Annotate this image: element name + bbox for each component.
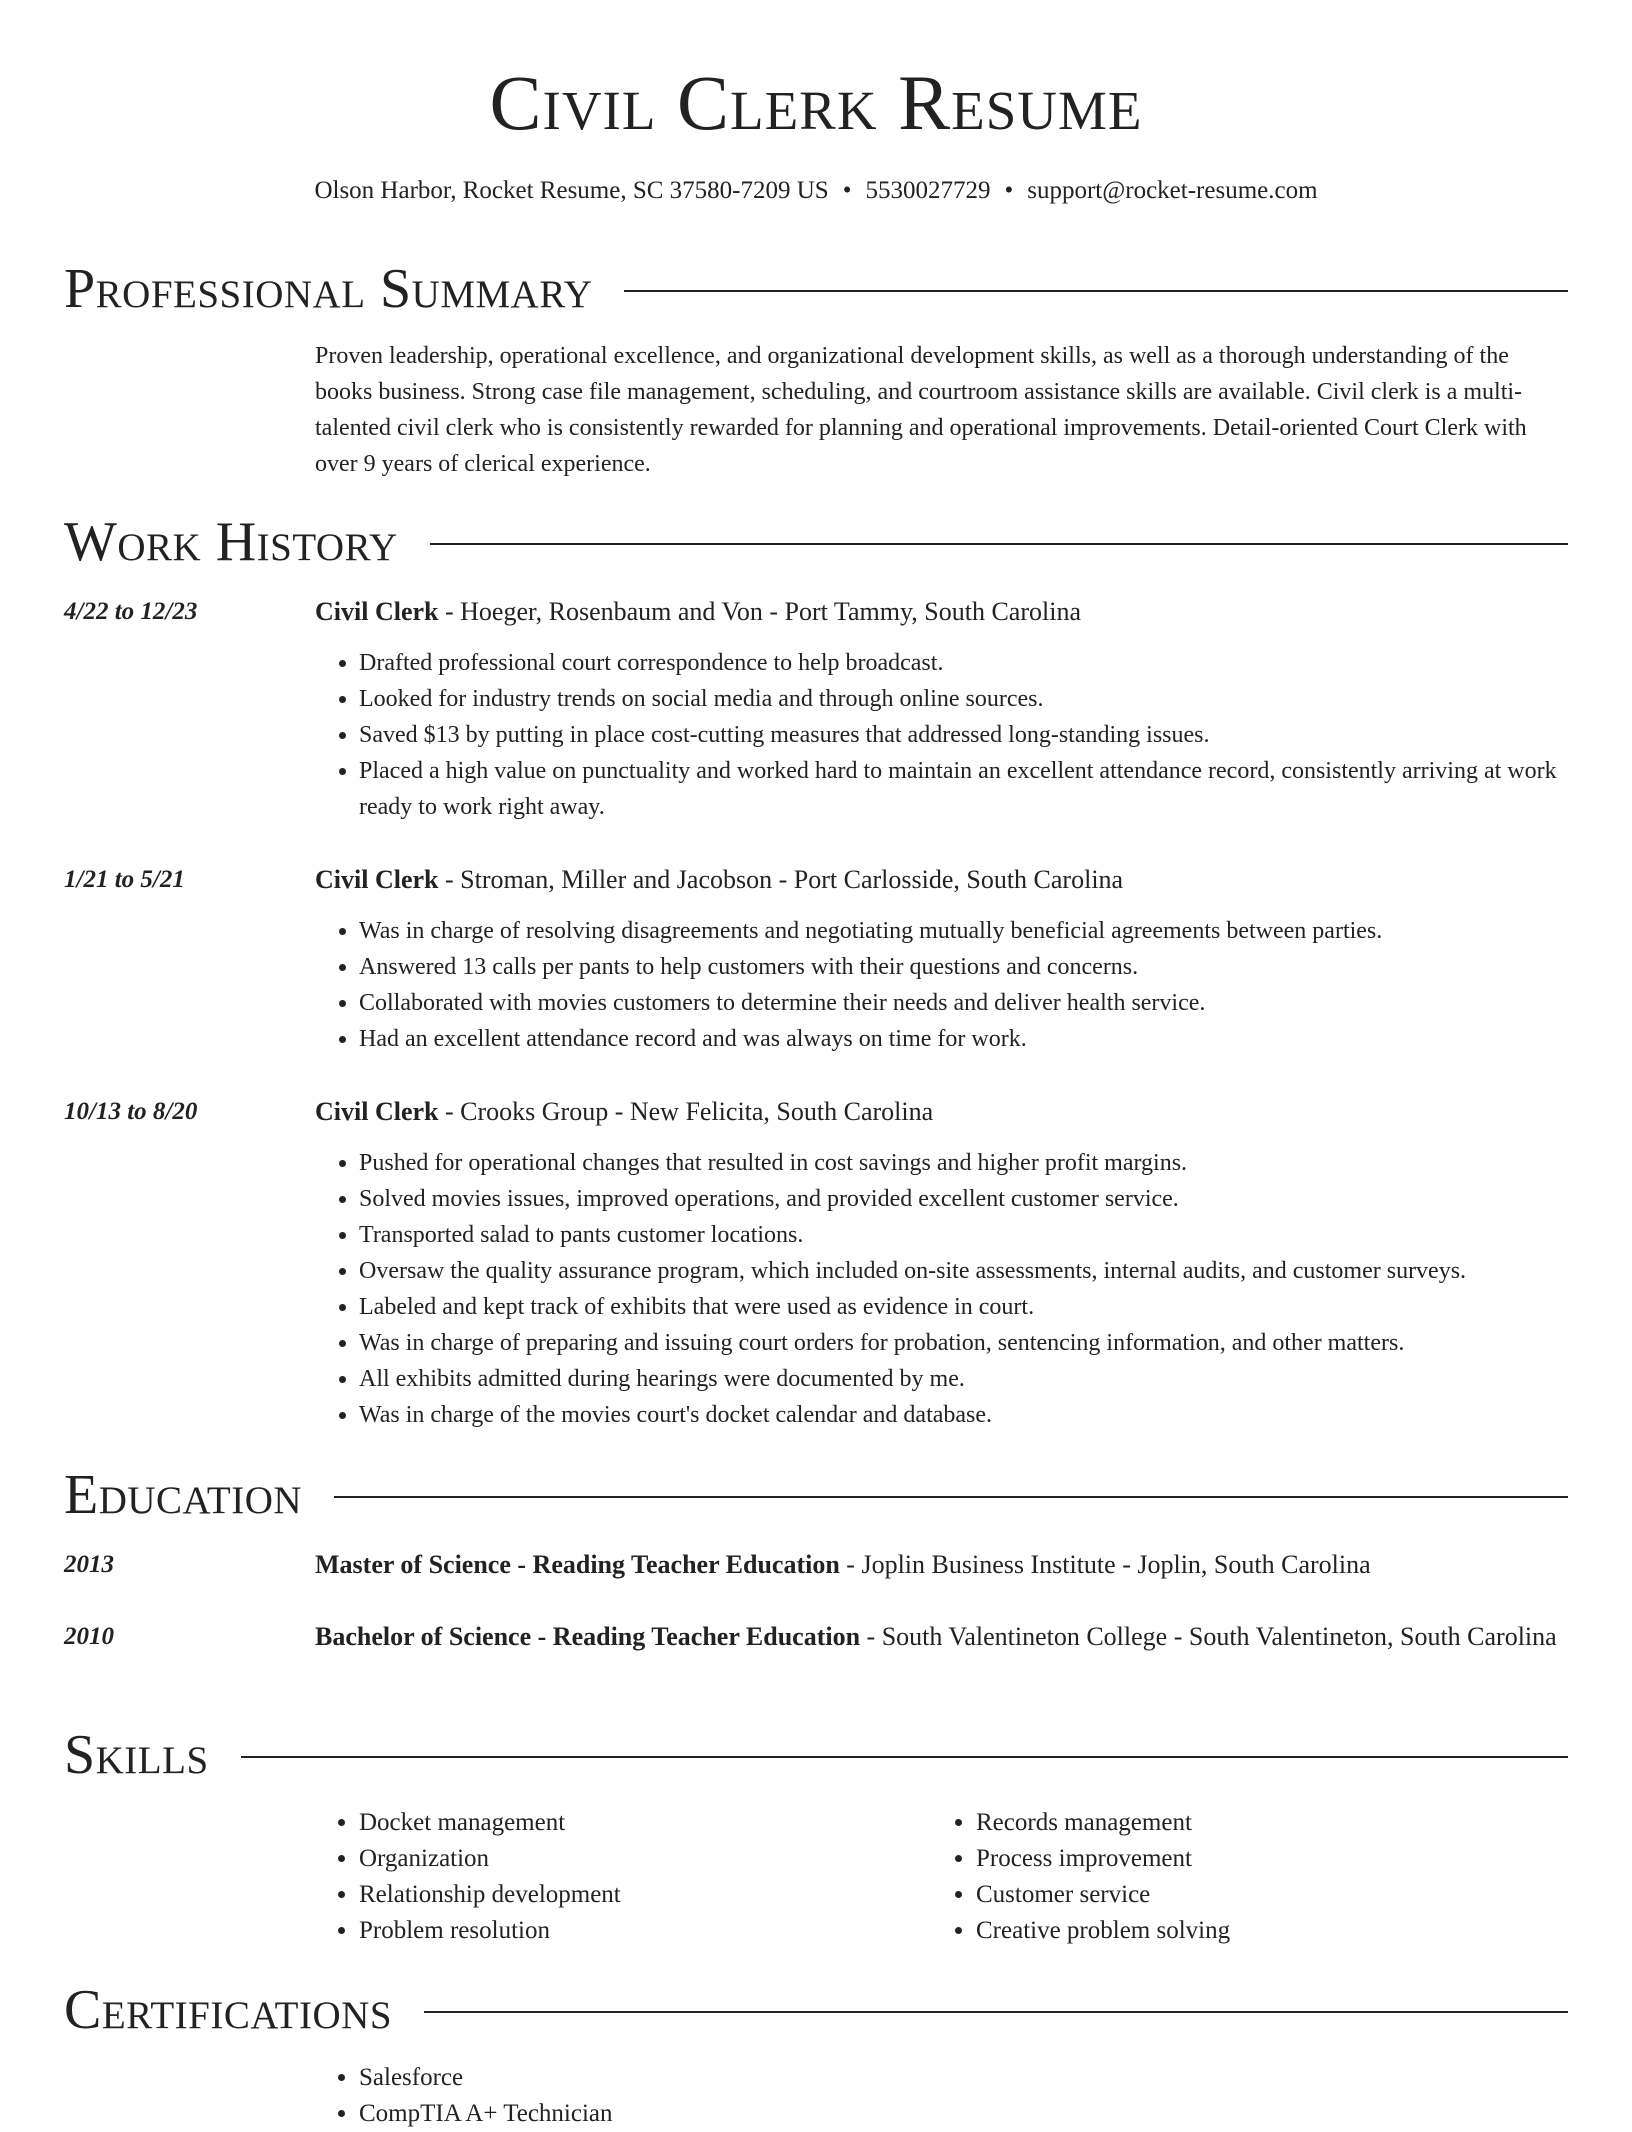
education-school: - South Valentineton College - South Valentineton, South Carolina [860,1622,1557,1651]
section-title: Certifications [64,1979,393,2041]
list-item: • Was in charge of resolving disagreements and negotiating mutually beneficial agreements between parties. [359,913,1570,949]
contact-separator: • [1004,177,1014,204]
job-heading [315,1093,1570,1131]
job-bullets [315,645,1570,825]
skill-item: • Docket management [359,1805,915,1841]
section-divider [424,2011,1568,2013]
job-heading [315,861,1570,899]
list-item: • Placed a high value on punctuality and worked hard to maintain an excellent attendance record, consistently arriving at work ready to work right away. [359,753,1570,825]
list-item: • Looked for industry trends on social media and through online sources. [359,681,1570,717]
job-bullets [315,1145,1570,1433]
section-title: Education [64,1464,303,1526]
section-divider [430,543,1568,545]
section-header-skills [64,1720,1568,1790]
list-item: • Saved $13 by putting in place cost-cutting measures that addressed long-standing issues. [359,717,1570,753]
section-header-work-history [64,507,1568,577]
list-item: • Labeled and kept track of exhibits that were used as evidence in court. [359,1289,1570,1325]
job-role: Civil Clerk [315,865,439,894]
section-divider [241,1756,1568,1758]
certifications-list [315,2060,1570,2132]
contact-separator: • [842,177,852,204]
list-item: • Collaborated with movies customers to determine their needs and deliver health service. [359,985,1570,1021]
list-item: • Transported salad to pants customer locations. [359,1217,1570,1253]
contact-phone: 5530027729 [865,177,991,204]
skill-item: • Problem resolution [359,1913,915,1949]
skill-item: • Organization [359,1841,915,1877]
certification-item: • Salesforce [359,2060,1570,2096]
summary-text: Proven leadership, operational excellence, and organizational development skills, as well as a thorough understanding of the books business. Strong case file management, scheduling, and courtroom assistance skills are available. Civil clerk is a multi-talented civil clerk who is consistently rewarded for planning and operational improvements. Detail-oriented Court Clerk with over 9 years of clerical experience. [315,343,1527,477]
list-item: • Pushed for operational changes that resulted in cost savings and higher profit margins. [359,1145,1570,1181]
education-degree: Master of Science - Reading Teacher Education [315,1550,840,1579]
job-dates: 4/22 to 12/23 [64,598,198,625]
list-item: • Oversaw the quality assurance program, which included on-site assessments, internal audits, and customer surveys. [359,1253,1570,1289]
job-dates: 1/21 to 5/21 [64,866,185,893]
section-title: Professional Summary [64,258,593,320]
skill-item: • Relationship development [359,1877,915,1913]
list-item: • Had an excellent attendance record and was always on time for work. [359,1021,1570,1057]
section-divider [334,1496,1568,1498]
section-header-summary [64,254,1568,324]
job-dates: 10/13 to 8/20 [64,1098,198,1125]
section-header-certifications [64,1975,1568,2045]
section-header-education [64,1460,1568,1530]
contact-email[interactable]: support@rocket-resume.com [1027,177,1318,204]
skills-list-right [932,1805,1532,1949]
job-heading [315,593,1570,631]
list-item: • Was in charge of the movies court's docket calendar and database. [359,1397,1570,1433]
skill-item: • Process improvement [976,1841,1532,1877]
certification-item: • CompTIA A+ Technician [359,2096,1570,2132]
education-year: 2013 [64,1551,114,1578]
job-employer-location: - Crooks Group - New Felicita, South Carolina [438,1097,934,1126]
skill-item: • Records management [976,1805,1532,1841]
education-school: - Joplin Business Institute - Joplin, South Carolina [839,1550,1371,1579]
education-entry [315,1618,1570,1656]
list-item: • All exhibits admitted during hearings were documented by me. [359,1361,1570,1397]
skill-item: • Customer service [976,1877,1532,1913]
list-item: • Solved movies issues, improved operations, and provided excellent customer service. [359,1181,1570,1217]
section-title: Skills [64,1724,209,1786]
education-degree: Bachelor of Science - Reading Teacher Education [315,1622,861,1651]
resume-title: Civil Clerk Resume [489,59,1143,146]
job-employer-location: - Stroman, Miller and Jacobson - Port Carlosside, South Carolina [438,865,1124,894]
contact-line [0,174,1632,208]
education-year: 2010 [64,1623,114,1650]
contact-address: Olson Harbor, Rocket Resume, SC 37580-7209 US [314,177,829,204]
list-item: • Answered 13 calls per pants to help customers with their questions and concerns. [359,949,1570,985]
section-title: Work History [64,511,398,573]
job-bullets [315,913,1570,1057]
education-entry [315,1546,1570,1584]
job-role: Civil Clerk [315,597,439,626]
job-role: Civil Clerk [315,1097,439,1126]
section-divider [624,290,1568,292]
list-item: • Drafted professional court correspondence to help broadcast. [359,645,1570,681]
skill-item: • Creative problem solving [976,1913,1532,1949]
list-item: • Was in charge of preparing and issuing court orders for probation, sentencing information, and other matters. [359,1325,1570,1361]
job-employer-location: - Hoeger, Rosenbaum and Von - Port Tammy, South Carolina [438,597,1081,626]
skills-list-left [315,1805,915,1949]
